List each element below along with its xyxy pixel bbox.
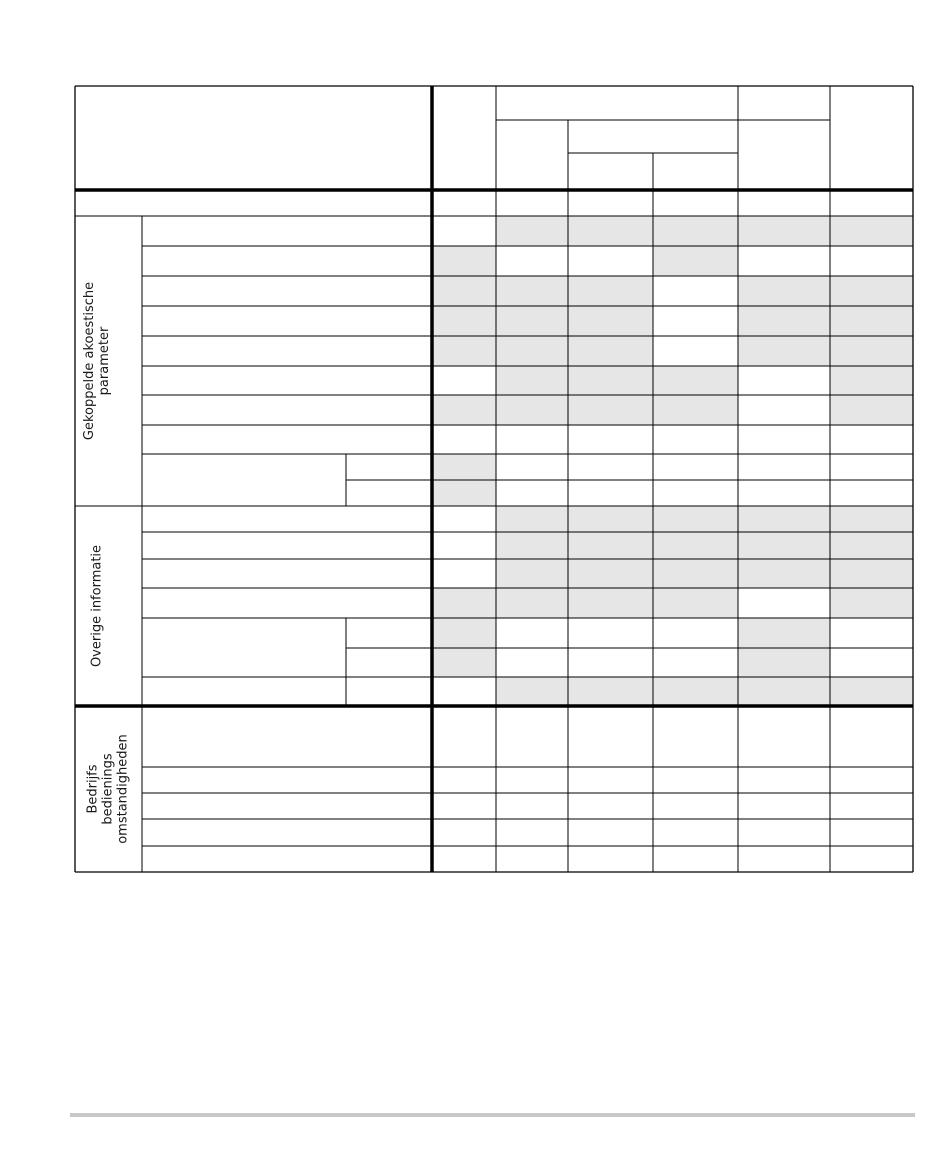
shaded-cell — [653, 677, 738, 706]
shaded-cell — [830, 506, 913, 532]
shaded-cell — [830, 395, 913, 425]
shaded-cell — [496, 216, 568, 246]
shaded-cell — [432, 454, 496, 480]
shaded-cell — [568, 677, 653, 706]
shaded-cell — [653, 216, 738, 246]
shaded-cell — [830, 336, 913, 366]
shaded-cell — [738, 677, 830, 706]
shaded-cell — [653, 559, 738, 588]
section-label-gekoppelde-akoestische-parameter — [82, 282, 112, 440]
shaded-cell — [830, 588, 913, 618]
shaded-cell — [432, 588, 496, 618]
section-label-line: bedienings — [100, 753, 116, 825]
section-label-overige-informatie — [90, 545, 105, 667]
shaded-cell — [653, 588, 738, 618]
shaded-cell — [568, 395, 653, 425]
shaded-cell — [568, 306, 653, 336]
shaded-cell — [738, 532, 830, 559]
shaded-cell — [568, 506, 653, 532]
shaded-cell — [738, 276, 830, 306]
shaded-cell — [496, 336, 568, 366]
shaded-cell — [738, 618, 830, 648]
shaded-cell — [432, 618, 496, 648]
shaded-cell — [496, 306, 568, 336]
section-label-line: Bedrijfs — [85, 764, 101, 814]
section-label-line: Gekoppelde akoestische — [82, 281, 97, 441]
shaded-cell — [568, 276, 653, 306]
shaded-cell — [653, 506, 738, 532]
shaded-cell — [830, 532, 913, 559]
shaded-cell — [653, 395, 738, 425]
shaded-cell — [496, 532, 568, 559]
shaded-cell — [496, 395, 568, 425]
footer-rule — [70, 1113, 915, 1117]
shaded-cell — [568, 588, 653, 618]
shaded-cell — [738, 648, 830, 677]
shaded-cell — [738, 336, 830, 366]
shaded-cell — [496, 588, 568, 618]
shaded-cell — [830, 677, 913, 706]
shaded-cell — [432, 648, 496, 677]
section-label-line: parameter — [97, 326, 112, 396]
shaded-cell — [432, 276, 496, 306]
shaded-cell — [496, 276, 568, 306]
section-label-line: omstandigheden — [115, 734, 131, 844]
shaded-cell — [432, 480, 496, 506]
shaded-cell — [653, 532, 738, 559]
section-label-bedrijfs-bedienings-omstandigheden — [86, 734, 131, 844]
shaded-cell — [653, 366, 738, 395]
shaded-cell — [432, 246, 496, 276]
shaded-cell — [830, 366, 913, 395]
shaded-cell — [568, 366, 653, 395]
shaded-cell — [568, 216, 653, 246]
shaded-cell — [496, 506, 568, 532]
shaded-cell — [738, 306, 830, 336]
shaded-cell — [496, 677, 568, 706]
shaded-cell — [830, 216, 913, 246]
shaded-cell — [496, 559, 568, 588]
shaded-cell — [432, 306, 496, 336]
shaded-cell — [738, 216, 830, 246]
shaded-cell — [496, 366, 568, 395]
shaded-cell — [568, 559, 653, 588]
shaded-cell — [568, 336, 653, 366]
shaded-cell — [830, 559, 913, 588]
shaded-cell — [432, 395, 496, 425]
shaded-cell — [830, 306, 913, 336]
section-label-line: Overige informatie — [89, 544, 105, 668]
shaded-cell — [830, 276, 913, 306]
shaded-cell — [432, 336, 496, 366]
shaded-cell — [738, 559, 830, 588]
shaded-cell — [653, 246, 738, 276]
shaded-cell — [738, 506, 830, 532]
shaded-cell — [568, 532, 653, 559]
